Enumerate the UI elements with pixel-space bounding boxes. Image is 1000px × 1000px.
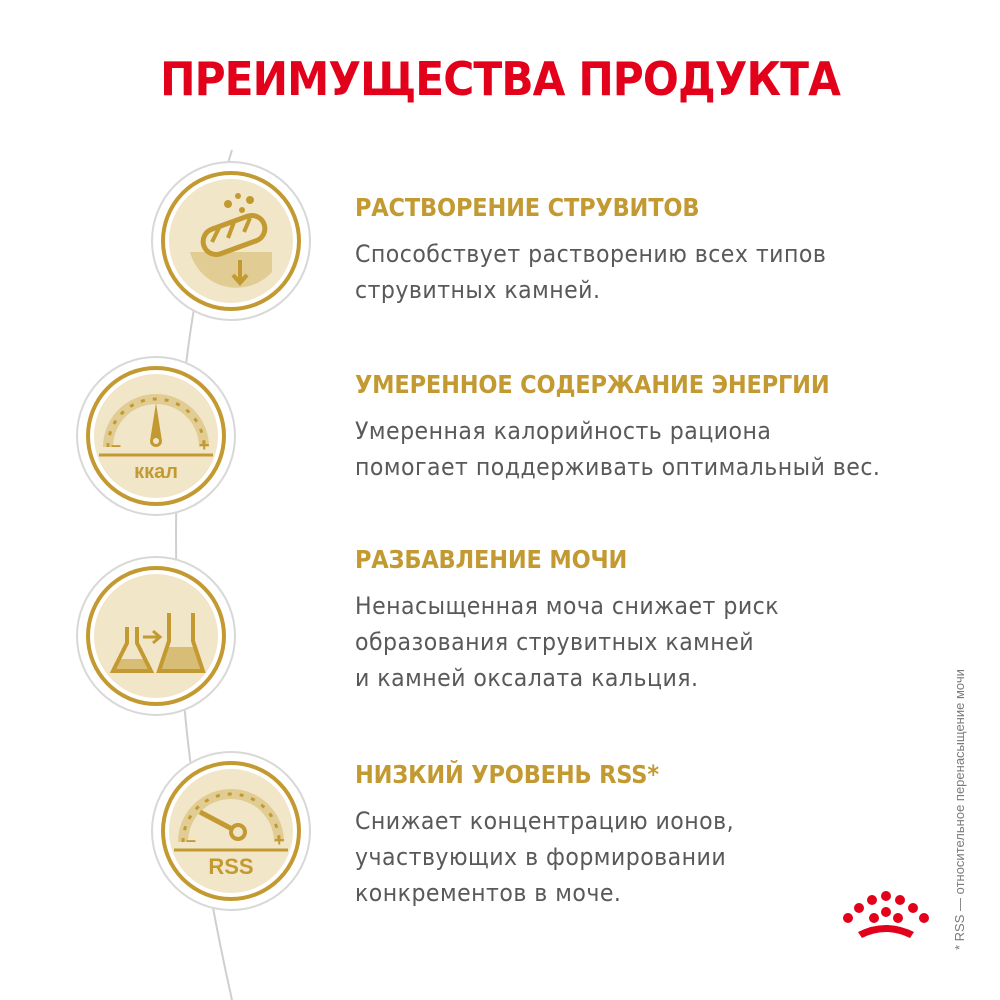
feature-title: РАЗБАВЛЕНИЕ МОЧИ xyxy=(355,545,628,574)
flasks-icon xyxy=(75,555,237,717)
feature-title: РАСТВОРЕНИЕ СТРУВИТОВ xyxy=(355,193,700,222)
feature-description xyxy=(355,588,925,696)
royal-crown-logo xyxy=(832,888,940,948)
svg-text:–: – xyxy=(186,830,197,850)
svg-text:–: – xyxy=(111,435,122,455)
description-line: Умеренная калорийность рациона xyxy=(355,417,772,445)
crystal-dissolving-icon xyxy=(150,160,312,322)
calorie-gauge-icon xyxy=(75,355,237,517)
description-line: конкрементов в моче. xyxy=(355,879,622,907)
description-line: помогает поддерживать оптимальный вес. xyxy=(355,453,881,481)
rss-gauge-icon xyxy=(150,750,312,912)
page-title: ПРЕИМУЩЕСТВА ПРОДУКТА xyxy=(160,52,840,106)
rss-footnote: * RSS — относительное перенасыщение мочи xyxy=(952,669,967,950)
svg-text:+: + xyxy=(274,830,285,850)
description-line: образования струвитных камней xyxy=(355,628,755,656)
svg-text:+: + xyxy=(199,435,210,455)
description-line: и камней оксалата кальция. xyxy=(355,664,699,692)
feature-title: НИЗКИЙ УРОВЕНЬ RSS* xyxy=(355,760,659,789)
kcal-label: ккал xyxy=(134,461,178,483)
feature-moderate-energy xyxy=(355,370,975,485)
feature-urine-dilution xyxy=(355,545,975,696)
feature-description xyxy=(355,413,925,485)
feature-struvite-dissolution xyxy=(355,193,975,308)
feature-description xyxy=(355,236,925,308)
description-line: струвитных камней. xyxy=(355,276,601,304)
description-line: Снижает концентрацию ионов, xyxy=(355,807,735,835)
description-line: Способствует растворению всех типов xyxy=(355,240,827,268)
feature-title: УМЕРЕННОЕ СОДЕРЖАНИЕ ЭНЕРГИИ xyxy=(355,370,830,399)
description-line: участвующих в формировании xyxy=(355,843,727,871)
rss-label: RSS xyxy=(208,854,254,879)
description-line: Ненасыщенная моча снижает риск xyxy=(355,592,780,620)
